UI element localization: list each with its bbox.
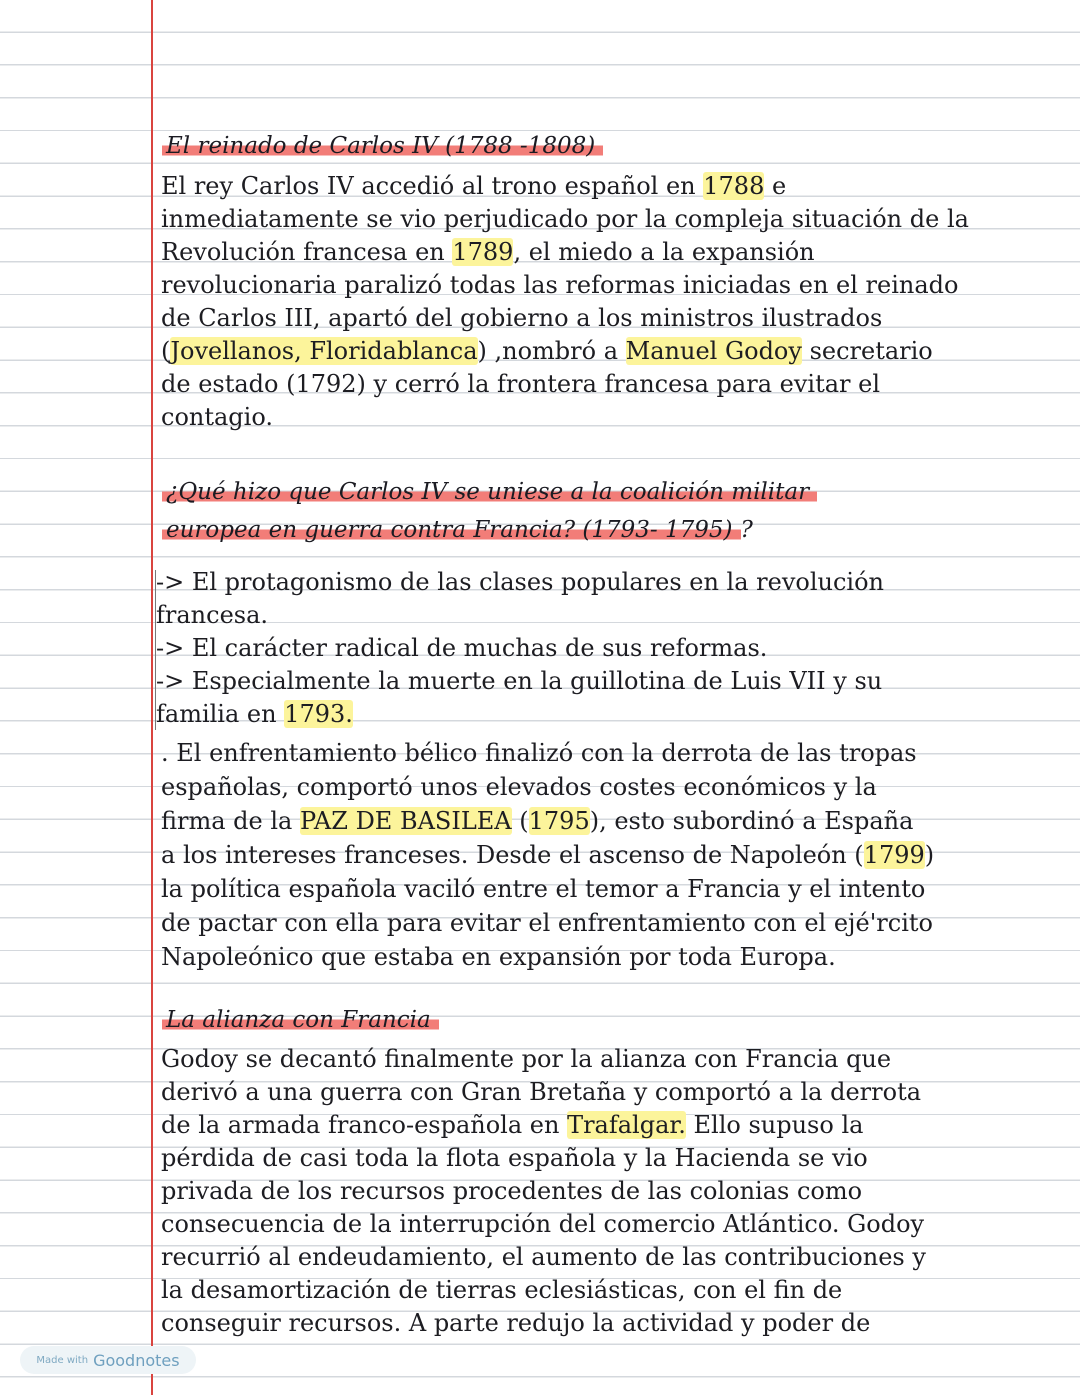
paragraph-reinado [161,170,1061,434]
text-line: conseguir recursos. A parte redujo la actividad y poder de [161,1309,871,1337]
text-line: firma de la PAZ DE BASILEA (1795), esto subordinó a España [161,807,914,835]
margin-line [151,0,153,1395]
text-line: El rey Carlos IV accedió al trono español en 1788 e [161,172,787,200]
section-heading-reinado [162,128,603,164]
text-line: la política española vaciló entre el temor a Francia y el intento [161,875,926,903]
text-line: de pactar con ella para evitar el enfrentamiento con el ejé'rcito [161,909,933,937]
heading-text: La alianza con Francia [162,1007,439,1033]
made-with-goodnotes-badge[interactable] [20,1346,196,1374]
text-line: privada de los recursos procedentes de las colonias como [161,1177,863,1205]
text-line: Napoleónico que estaba en expansión por toda Europa. [161,943,836,971]
badge-brand: Goodnotes [93,1350,180,1370]
text-line: -> El protagonismo de las clases populares en la revolución [156,568,885,596]
text-line: Revolución francesa en 1789, el miedo a la expansión [161,238,815,266]
text-line: contagio. [161,403,273,431]
text-line: revolucionaria paralizó todas las reformas iniciadas en el reinado [161,271,959,299]
text-line: (Jovellanos, Floridablanca) ,nombró a Manuel Godoy secretario [161,337,933,365]
text-line: -> Especialmente la muerte en la guillotina de Luis VII y su [156,667,883,695]
badge-prefix: Made with [36,1354,89,1366]
text-line: familia en 1793. [156,700,353,728]
heading-text: El reinado de Carlos IV (1788 -1808) [162,133,603,159]
highlighted-text: Trafalgar. [567,1111,686,1139]
text-line: de estado (1792) y cerró la frontera francesa para evitar el [161,370,881,398]
heading-text: ¿Qué hizo que Carlos IV se uniese a la coalición militar [162,479,817,505]
highlighted-text: Manuel Godoy [625,337,802,365]
heading-suffix: ? [740,517,753,543]
highlighted-text: 1788 [703,172,765,200]
paragraph-alianza [161,1043,1061,1340]
section-heading-coalicion-line2 [162,512,753,548]
highlighted-text: PAZ DE BASILEA [299,807,512,835]
reasons-list [156,566,1056,731]
text-line: españolas, comportó unos elevados costes económicos y la [161,773,877,801]
text-box-edge [155,570,156,730]
text-line: la desamortización de tierras eclesiásticas, con el fin de [161,1276,843,1304]
section-heading-alianza [162,1002,439,1038]
highlighted-text: 1795 [528,807,590,835]
paragraph-guerra [161,736,1061,974]
text-line: francesa. [156,601,269,629]
text-line: pérdida de casi toda la flota española y la Hacienda se vio [161,1144,868,1172]
text-line: inmediatamente se vio perjudicado por la compleja situación de la [161,205,969,233]
text-line: de la armada franco-española en Trafalgar. Ello supuso la [161,1111,864,1139]
text-line: Godoy se decantó finalmente por la alianza con Francia que [161,1045,892,1073]
text-line: recurrió al endeudamiento, el aumento de las contribuciones y [161,1243,926,1271]
text-line: consecuencia de la interrupción del comercio Atlántico. Godoy [161,1210,925,1238]
text-line: a los intereses franceses. Desde el ascenso de Napoleón (1799) [161,841,935,869]
highlighted-text: 1793. [284,700,353,728]
highlighted-text: 1799 [863,841,925,869]
text-line: derivó a una guerra con Gran Bretaña y comportó a la derrota [161,1078,922,1106]
text-line: de Carlos III, apartó del gobierno a los ministros ilustrados [161,304,883,332]
section-heading-coalicion-line1 [162,474,817,510]
highlighted-text: 1789 [452,238,514,266]
text-line: -> El carácter radical de muchas de sus reformas. [156,634,768,662]
highlighted-text: Jovellanos, Floridablanca [170,337,478,365]
text-line: . El enfrentamiento bélico finalizó con la derrota de las tropas [161,739,917,767]
heading-text: europea en guerra contra Francia? (1793- 1795) [162,517,741,543]
